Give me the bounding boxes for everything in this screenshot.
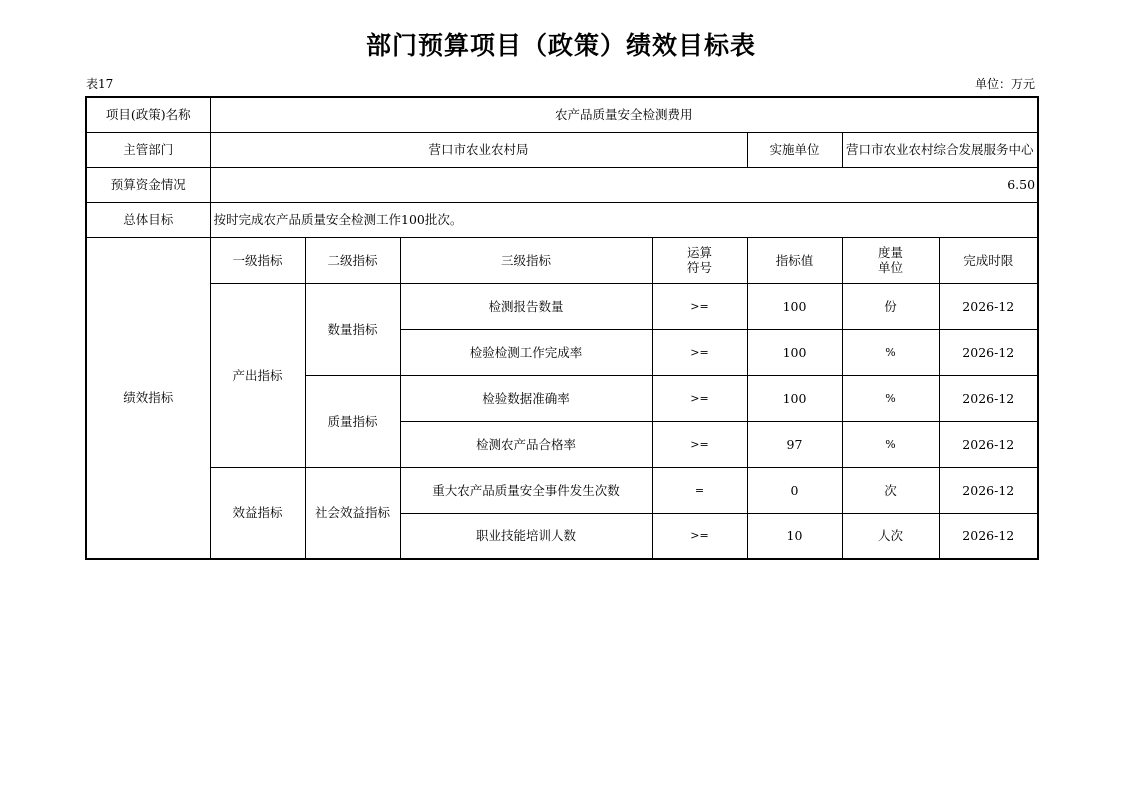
indicator-name: 检测报告数量	[400, 283, 652, 329]
indicator-deadline: 2026-12	[939, 513, 1038, 559]
indicator-deadline: 2026-12	[939, 283, 1038, 329]
indicator-value: 100	[747, 283, 842, 329]
indicator-name: 检验检测工作完成率	[400, 329, 652, 375]
unit-label: 单位：万元	[974, 77, 1035, 91]
group-quality: 质量指标	[305, 375, 400, 467]
indicator-op: =	[652, 467, 747, 513]
header-row	[86, 237, 1038, 283]
table-row	[86, 283, 1038, 329]
header-measure	[842, 237, 939, 283]
impl-value: 营口市农业农村综合发展服务中心	[842, 132, 1038, 167]
group-quantity: 数量指标	[305, 283, 400, 375]
table-number: 表17	[86, 77, 114, 91]
indicator-unit: 人次	[842, 513, 939, 559]
indicator-name: 检验数据准确率	[400, 375, 652, 421]
indicator-op: >=	[652, 375, 747, 421]
indicator-value: 100	[747, 329, 842, 375]
indicator-deadline: 2026-12	[939, 329, 1038, 375]
dept-row	[86, 132, 1038, 167]
header-deadline: 完成时限	[939, 237, 1038, 283]
table-row	[86, 467, 1038, 513]
indicator-value: 0	[747, 467, 842, 513]
indicator-unit: %	[842, 421, 939, 467]
goal-label: 总体目标	[86, 202, 210, 237]
goal-row	[86, 202, 1038, 237]
indicator-name: 职业技能培训人数	[400, 513, 652, 559]
indicator-value: 97	[747, 421, 842, 467]
header-op-line1: 运算	[686, 245, 712, 260]
indicator-value: 100	[747, 375, 842, 421]
impl-label: 实施单位	[747, 132, 842, 167]
indicator-unit: %	[842, 375, 939, 421]
project-row	[86, 97, 1038, 132]
indicator-deadline: 2026-12	[939, 375, 1038, 421]
header-level2: 二级指标	[305, 237, 400, 283]
group-social: 社会效益指标	[305, 467, 400, 559]
header-measure-line2: 单位	[877, 260, 903, 275]
indicator-deadline: 2026-12	[939, 421, 1038, 467]
project-label: 项目(政策)名称	[86, 97, 210, 132]
indicator-unit: 份	[842, 283, 939, 329]
perf-label: 绩效指标	[86, 237, 210, 559]
header-measure-line1: 度量	[877, 245, 903, 260]
indicator-op: >=	[652, 283, 747, 329]
header-op-line2: 符号	[686, 260, 712, 275]
indicator-op: >=	[652, 513, 747, 559]
indicator-op: >=	[652, 421, 747, 467]
budget-label: 预算资金情况	[86, 167, 210, 202]
dept-label: 主管部门	[86, 132, 210, 167]
indicator-name: 检测农产品合格率	[400, 421, 652, 467]
header-level1: 一级指标	[210, 237, 305, 283]
dept-value: 营口市农业农村局	[210, 132, 747, 167]
group-benefit: 效益指标	[210, 467, 305, 559]
budget-value: 6.50	[210, 167, 1038, 202]
indicator-deadline: 2026-12	[939, 467, 1038, 513]
page-title: 部门预算项目（政策）绩效目标表	[365, 31, 756, 60]
budget-row	[86, 167, 1038, 202]
header-value: 指标值	[747, 237, 842, 283]
indicator-unit: %	[842, 329, 939, 375]
group-output: 产出指标	[210, 283, 305, 467]
indicator-op: >=	[652, 329, 747, 375]
indicator-name: 重大农产品质量安全事件发生次数	[400, 467, 652, 513]
indicator-unit: 次	[842, 467, 939, 513]
goal-value: 按时完成农产品质量安全检测工作100批次。	[210, 202, 1038, 237]
indicator-value: 10	[747, 513, 842, 559]
header-level3: 三级指标	[400, 237, 652, 283]
header-op	[652, 237, 747, 283]
project-value: 农产品质量安全检测费用	[210, 97, 1038, 132]
performance-table	[85, 96, 1039, 560]
